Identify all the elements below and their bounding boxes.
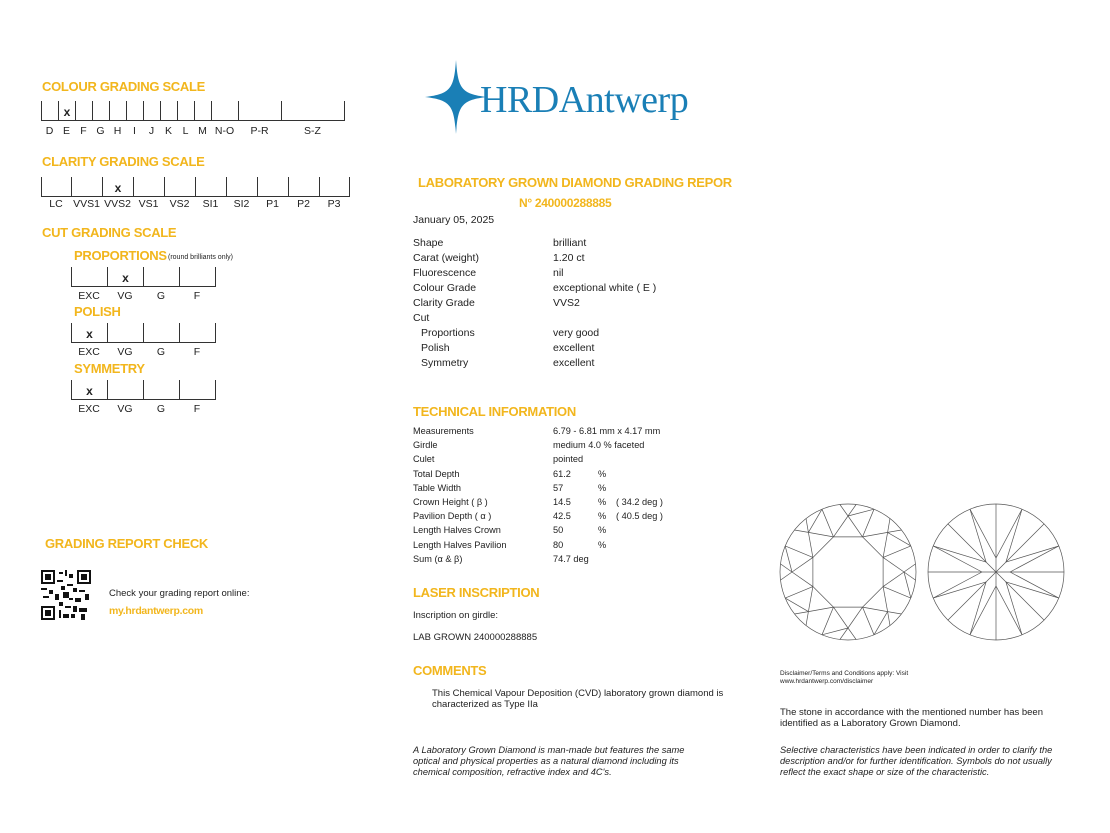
clarity-box-p3 (320, 177, 350, 197)
technical-row-value: medium 4.0 % faceted (553, 440, 645, 451)
clarity-box-vvs2 (103, 177, 134, 197)
star-facet-edge (883, 587, 887, 612)
kite-facet-edge (883, 587, 911, 598)
colour-label: G (96, 125, 105, 137)
laser-title: LASER INSCRIPTION (413, 585, 540, 600)
colour-box-i (127, 101, 144, 121)
upper-girdle-edge (795, 530, 809, 532)
technical-row-unit: % (598, 468, 607, 479)
colour-label: I (133, 125, 136, 137)
report-row-label: Proportions (421, 327, 475, 339)
technical-row (413, 483, 663, 497)
report-details (413, 237, 656, 372)
pavilion-half-edge (933, 572, 982, 598)
footer-right-note (780, 745, 1052, 778)
proportions-boxes (71, 267, 216, 287)
technical-row-value: 50 (553, 525, 564, 536)
technical-row-value: 74.7 deg (553, 553, 589, 564)
colour-selected-mark: x (63, 105, 71, 119)
technical-row-value: 42.5 (553, 511, 571, 522)
colour-box-n-o (212, 101, 239, 121)
technical-row (413, 497, 663, 511)
polish-label: EXC (78, 346, 100, 358)
report-check-title: GRADING REPORT CHECK (45, 536, 209, 551)
footer-right-line-1: Selective characteristics have been indicated in order to clarify the (780, 745, 1053, 755)
pavilion-main-edge (948, 524, 996, 572)
proportions-label: G (156, 290, 166, 302)
stone-note-line-2: identified as a Laboratory Grown Diamond. (780, 718, 961, 729)
report-row-label: Colour Grade (413, 282, 477, 294)
clarity-label: SI2 (233, 198, 250, 210)
report-row (413, 237, 656, 252)
report-number: N° 240000288885 (519, 196, 612, 210)
colour-label: N-O (214, 125, 235, 137)
clarity-box-si1 (196, 177, 227, 197)
colour-box-e (59, 101, 76, 121)
technical-row-value: 57 (553, 482, 564, 493)
report-row-value: 1.20 ct (553, 252, 585, 264)
polish-selected-mark: x (86, 327, 93, 341)
report-title: LABORATORY GROWN DIAMOND GRADING REPOR (418, 175, 732, 190)
colour-box-f (76, 101, 93, 121)
technical-row-label: Total Depth (413, 468, 460, 479)
technical-row (413, 440, 663, 454)
clarity-label: VS2 (169, 198, 190, 210)
report-row-value: brilliant (553, 237, 587, 249)
colour-label: E (62, 125, 70, 137)
symmetry-label: EXC (78, 403, 100, 415)
comments-title: COMMENTS (413, 663, 487, 678)
technical-row-label: Culet (413, 454, 435, 465)
proportions-box-vg (108, 267, 144, 287)
colour-scale-title: COLOUR GRADING SCALE (42, 79, 206, 94)
colour-box-g (93, 101, 110, 121)
colour-box-s-z (282, 101, 345, 121)
clarity-box-si2 (227, 177, 258, 197)
technical-row (413, 469, 663, 483)
report-check-link[interactable]: my.hrdantwerp.com (109, 605, 203, 617)
star-facet-edge (883, 572, 904, 587)
pavilion-half-edge (933, 546, 982, 572)
pavilion-half-edge (1010, 572, 1059, 598)
disclaimer-line-1: Disclaimer/Terms and Conditions apply: Visit (780, 670, 909, 677)
clarity-label: P1 (266, 198, 279, 210)
star-facet-edge (792, 572, 813, 587)
report-row (413, 357, 656, 372)
star-facet-edge (792, 557, 813, 572)
report-row (413, 312, 656, 327)
upper-girdle-edge (888, 612, 890, 626)
technical-row-value: 80 (553, 539, 564, 550)
clarity-selected-mark: x (114, 181, 122, 195)
colour-label: K (164, 125, 172, 137)
colour-label: H (113, 125, 122, 137)
stone-note (780, 707, 1043, 729)
star-facet-edge (808, 607, 833, 611)
polish-title: POLISH (74, 304, 121, 319)
colour-label: S-Z (304, 125, 321, 137)
proportions-selected-mark: x (122, 271, 129, 285)
polish-labels (71, 346, 215, 358)
colour-box-d (42, 101, 59, 121)
proportions-labels (71, 290, 215, 302)
star-facet-edge (883, 557, 904, 572)
star-facet-edge (883, 532, 887, 557)
proportions-box-exc (72, 267, 108, 287)
technical-row-label: Length Halves Pavilion (413, 539, 507, 550)
footer-right-line-2: description and/or for further identification. Symbols do not usually (780, 756, 1052, 766)
pavilion-half-edge (970, 586, 996, 635)
report-row-value: exceptional white ( E ) (553, 282, 657, 294)
colour-label: L (182, 125, 189, 137)
colour-label: J (148, 125, 155, 137)
technical-row-value: pointed (553, 454, 584, 465)
footer-left-line-1: A Laboratory Grown Diamond is man-made but features the same (413, 745, 685, 755)
technical-row (413, 511, 663, 525)
colour-box-j (144, 101, 161, 121)
technical-row-value: 6.79 - 6.81 mm x 4.17 mm (553, 426, 661, 436)
star-facet-edge (863, 607, 888, 611)
colour-label: F (80, 125, 87, 137)
pavilion-half-edge (996, 509, 1022, 558)
symmetry-box-g (144, 380, 180, 400)
report-row-value: very good (553, 327, 600, 339)
polish-box-exc (72, 323, 108, 343)
report-row (413, 342, 656, 357)
clarity-box-p1 (258, 177, 289, 197)
kite-facet-edge (785, 546, 813, 557)
comments-text (432, 688, 723, 710)
upper-girdle-edge (888, 530, 902, 532)
footer-left-line-2: optical and physical properties as a natural diamond including its (413, 756, 679, 766)
clarity-box-p2 (289, 177, 320, 197)
symmetry-labels (71, 403, 215, 415)
polish-label: G (156, 346, 166, 358)
pavilion-half-edge (996, 586, 1022, 635)
proportions-note: (round brilliants only) (168, 254, 233, 261)
star-facet-edge (833, 516, 848, 537)
technical-row-angle: ( 34.2 deg ) (616, 496, 663, 507)
clarity-box-vs1 (134, 177, 165, 197)
star-facet-edge (808, 532, 812, 557)
colour-label: D (45, 125, 54, 137)
kite-facet-edge (822, 509, 833, 537)
technical-row-label: Sum (α & β) (413, 553, 463, 564)
report-date: January 05, 2025 (413, 214, 495, 226)
proportions-box-g (144, 267, 180, 287)
clarity-label: SI1 (202, 198, 219, 210)
symmetry-label: VG (117, 403, 133, 415)
stone-note-line-1: The stone in accordance with the mentioned number has been (780, 707, 1043, 718)
pavilion-main-edge (996, 524, 1044, 572)
table-facet (813, 537, 883, 607)
upper-girdle-edge (780, 572, 792, 580)
colour-box-l (178, 101, 195, 121)
symmetry-box-vg (108, 380, 144, 400)
polish-label: VG (117, 346, 133, 358)
symmetry-box-exc (72, 380, 108, 400)
report-row-label: Shape (413, 237, 444, 249)
laser-value: LAB GROWN 240000288885 (413, 632, 538, 643)
report-row-label: Symmetry (421, 357, 469, 369)
technical-row-label: Length Halves Crown (413, 525, 501, 536)
report-row (413, 267, 656, 282)
technical-row-value: 61.2 (553, 468, 571, 479)
report-row-label: Fluorescence (413, 267, 477, 279)
star-facet-edge (833, 607, 848, 628)
star-logo-icon (425, 60, 487, 134)
polish-box-vg (108, 323, 144, 343)
symmetry-selected-mark: x (86, 384, 93, 398)
proportions-title: PROPORTIONS (74, 248, 167, 263)
technical-row (413, 554, 663, 568)
clarity-label: VVS2 (104, 198, 131, 210)
colour-box-h (110, 101, 127, 121)
polish-label: F (193, 346, 201, 358)
colour-box-k (161, 101, 178, 121)
symmetry-box-f (180, 380, 216, 400)
qr-code-icon[interactable] (41, 570, 91, 620)
upper-girdle-edge (888, 612, 902, 614)
proportions-label: VG (117, 290, 133, 302)
polish-box-f (180, 323, 216, 343)
report-row-label: Clarity Grade (413, 297, 475, 309)
technical-row (413, 525, 663, 539)
brand-name-antwerp: Antwerp (558, 79, 689, 121)
technical-row-label: Measurements (413, 426, 474, 436)
proportions-box-f (180, 267, 216, 287)
technical-row-unit: % (598, 511, 607, 522)
clarity-label: P3 (327, 198, 341, 210)
technical-row-label: Table Width (413, 482, 461, 493)
technical-row-label: Crown Height ( β ) (413, 496, 488, 507)
colour-scale-boxes (41, 101, 345, 121)
upper-girdle-edge (888, 519, 890, 533)
report-row-label: Cut (413, 312, 430, 324)
technical-row-unit: % (598, 496, 607, 507)
clarity-scale-labels (41, 198, 349, 210)
upper-girdle-edge (806, 612, 808, 626)
footer-left-line-3: chemical composition, refractive index and 4C's. (413, 767, 612, 777)
report-row-value: nil (553, 267, 564, 279)
colour-box-m (195, 101, 212, 121)
proportions-label: F (193, 290, 201, 302)
upper-girdle-edge (904, 564, 916, 572)
report-row (413, 282, 656, 297)
report-row-label: Polish (421, 342, 450, 354)
report-row-label: Carat (weight) (413, 252, 479, 264)
colour-scale-labels (41, 125, 344, 137)
technical-row-label: Pavilion Depth ( α ) (413, 511, 492, 522)
technical-row-unit: % (598, 525, 607, 536)
polish-boxes (71, 323, 216, 343)
kite-facet-edge (863, 509, 874, 537)
technical-row (413, 426, 663, 440)
proportions-label: EXC (78, 290, 100, 302)
footer-left-note (413, 745, 684, 778)
clarity-label: LC (49, 198, 63, 210)
clarity-box-lc (42, 177, 72, 197)
pavilion-main-edge (996, 572, 1044, 620)
laser-label: Inscription on girdle: (413, 610, 499, 621)
clarity-box-vvs1 (72, 177, 103, 197)
kite-facet-edge (822, 607, 833, 635)
technical-row-angle: ( 40.5 deg ) (616, 511, 663, 522)
technical-details (413, 426, 663, 568)
comments-line-1: This Chemical Vapour Deposition (CVD) laboratory grown diamond is (432, 688, 724, 699)
clarity-label: VS1 (138, 198, 159, 210)
symmetry-label: G (156, 403, 166, 415)
star-facet-edge (848, 516, 863, 537)
polish-box-g (144, 323, 180, 343)
upper-girdle-edge (806, 519, 808, 533)
technical-row (413, 454, 663, 468)
pavilion-view-diagram (926, 502, 1066, 642)
technical-row-unit: % (598, 539, 607, 550)
clarity-label: VVS1 (73, 198, 100, 210)
kite-facet-edge (883, 546, 911, 557)
upper-girdle-edge (840, 504, 848, 516)
upper-girdle-edge (795, 612, 809, 614)
symmetry-title: SYMMETRY (74, 361, 145, 376)
upper-girdle-edge (848, 628, 856, 640)
kite-facet-edge (785, 587, 813, 598)
technical-title: TECHNICAL INFORMATION (413, 404, 576, 419)
star-facet-edge (808, 532, 833, 536)
clarity-box-vs2 (165, 177, 196, 197)
pavilion-half-edge (1010, 546, 1059, 572)
footer-right-line-3: reflect the exact shape or size of the characteristic. (780, 767, 990, 777)
star-facet-edge (863, 532, 888, 536)
report-row (413, 327, 656, 342)
pavilion-main-edge (948, 572, 996, 620)
star-facet-edge (808, 587, 812, 612)
report-row (413, 297, 656, 312)
report-row-value: excellent (553, 342, 595, 354)
technical-row-unit: % (598, 482, 607, 493)
symmetry-boxes (71, 380, 216, 400)
colour-label: P-R (250, 125, 269, 137)
kite-facet-edge (863, 607, 874, 635)
report-row-value: excellent (553, 357, 595, 369)
technical-row (413, 540, 663, 554)
comments-line-2: characterized as Type IIa (432, 699, 538, 710)
report-check-text: Check your grading report online: (109, 588, 250, 599)
disclaimer (780, 670, 908, 686)
clarity-label: P2 (297, 198, 310, 210)
star-facet-edge (848, 607, 863, 628)
brand-name-hrd: HRD (480, 79, 559, 121)
technical-row-value: 14.5 (553, 496, 571, 507)
cut-scale-title: CUT GRADING SCALE (42, 225, 177, 240)
clarity-scale-title: CLARITY GRADING SCALE (42, 154, 205, 169)
disclaimer-link[interactable]: www.hrdantwerp.com/disclaimer (780, 678, 874, 685)
technical-row-label: Girdle (413, 440, 438, 451)
symmetry-label: F (193, 403, 201, 415)
report-row-value: VVS2 (553, 297, 580, 309)
colour-box-p-r (239, 101, 282, 121)
colour-label: M (198, 125, 207, 137)
pavilion-half-edge (970, 509, 996, 558)
crown-view-diagram (778, 502, 918, 642)
clarity-scale-boxes (41, 177, 350, 197)
report-row (413, 252, 656, 267)
